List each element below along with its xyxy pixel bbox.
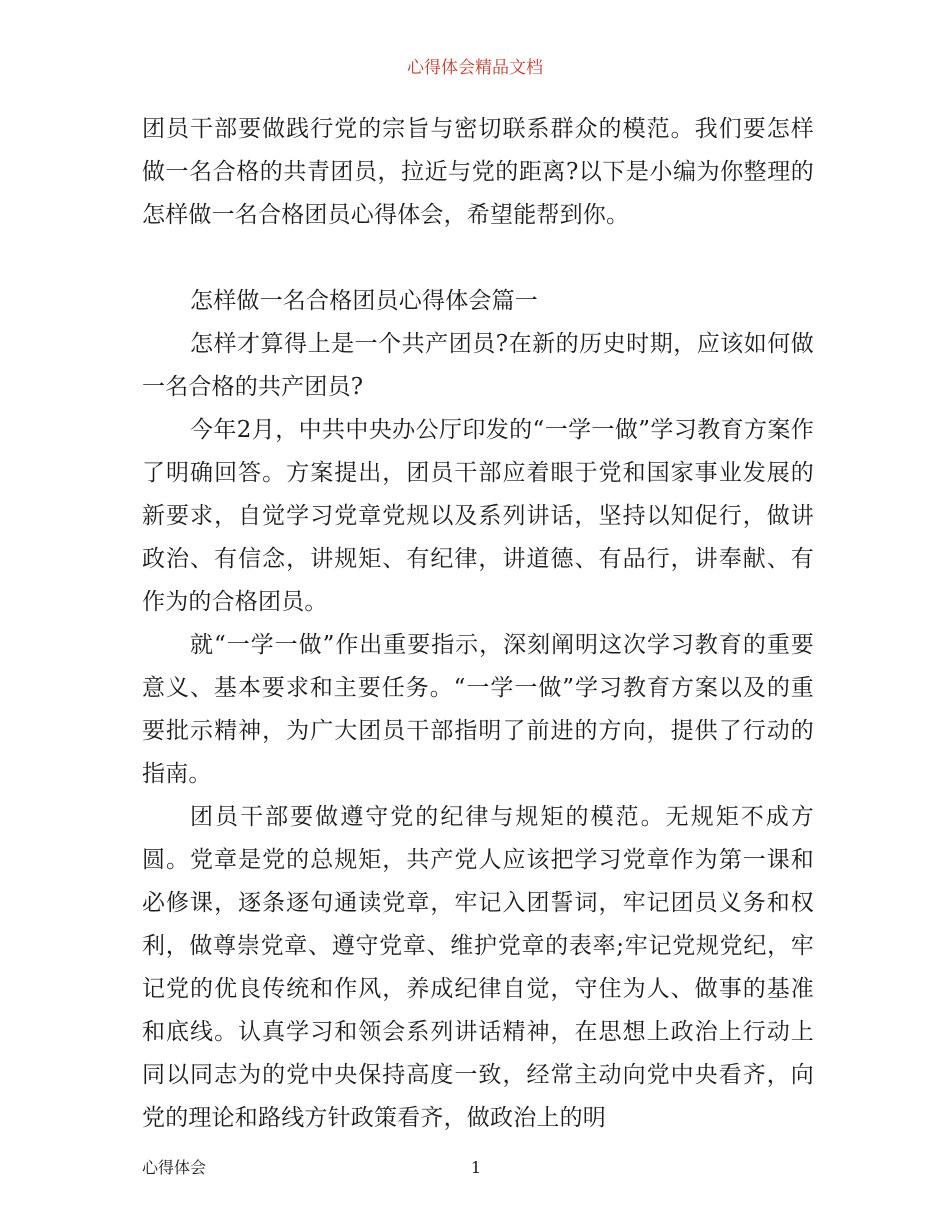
page-footer-label: 心得体会 [142,1158,207,1177]
page-header-title: 心得体会精品文档 [407,58,543,78]
section-heading: 怎样做一名合格团员心得体会篇一 [190,288,538,314]
document-body [142,108,814,1140]
body-paragraph: 怎样才算得上是一个共产团员?在新的历史时期，应该如何做一名合格的共产团员? [142,331,814,400]
page-number: 1 [470,1158,482,1177]
body-paragraph: 今年2月，中共中央办公厅印发的“一学一做”学习教育方案作了明确回答。方案提出，团员干部应着眼于党和国家事业发展的新要求，自觉学习党章党规以及系列讲话，坚持以知促行，做讲政治、有信念，讲规矩、有纪律，讲道德、有品行，讲奉献、有作为的合格团员。 [142,417,814,615]
intro-paragraph: 团员干部要做践行党的宗旨与密切联系群众的模范。我们要怎样做一名合格的共青团员，拉近与党的距离?以下是小编为你整理的怎样做一名合格团员心得体会，希望能帮到你。 [142,116,814,228]
body-paragraph: 就“一学一做”作出重要指示，深刻阐明这次学习教育的重要意义、基本要求和主要任务。“一学一做”学习教育方案以及的重要批示精神，为广大团员干部指明了前进的方向，提供了行动的指南。 [142,632,814,787]
body-paragraph: 团员干部要做遵守党的纪律与规矩的模范。无规矩不成方圆。党章是党的总规矩，共产党人应该把学习党章作为第一课和必修课，逐条逐句通读党章，牢记入团誓词，牢记团员义务和权利，做尊崇党章、遵守党章、维护党章的表率;牢记党规党纪，牢记党的优良传统和作风，养成纪律自觉，守住为人、做事的基准和底线。认真学习和领会系列讲话精神，在思想上政治上行动上同以同志为的党中央保持高度一致，经常主动向党中央看齐，向党的理论和路线方针政策看齐，做政治上的明 [142,804,814,1131]
